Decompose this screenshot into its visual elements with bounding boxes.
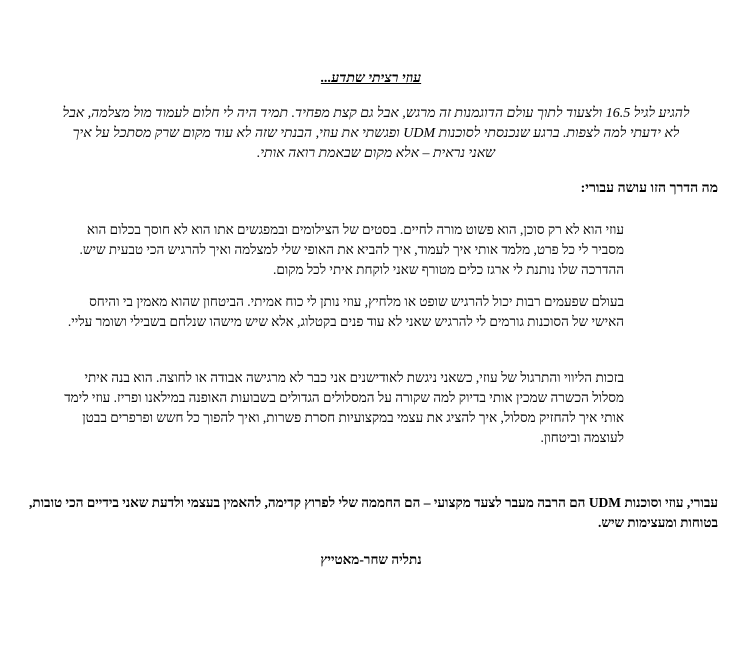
body-paragraph-1: עוזי הוא לא רק סוכן, הוא פשוט מורה לחיים. בסטים של הצילומים ובמפגשים אתו הוא לא חוסך בכלום הוא מסביר לי כל פרט, מלמד אותי איך לעמוד, איך להביא את האופי שלי למצלמה ואיך להרגיש הכי טבעית שיש. ההדרכה שלו נותנת לי ארגז כלים מטורף שאני לוקחת איתי לכל מקום. (79, 222, 624, 277)
closing-paragraph: עבורי, עוזי וסוכנות UDM הם הרבה מעבר לצעד מקצועי – הם החממה שלי לפרוץ קדימה, להאמין בעצמי ולדעת שאני בידיים הכי טובות, בטוחות ומעצימות שיש. (29, 495, 718, 530)
document-title: עוזי רציתי שתדע... (320, 71, 422, 86)
intro-paragraph: להגיע לגיל 16.5 ולצעוד לתוך עולם הדוגמנות זה מרגש, אבל גם קצת מפחיד. תמיד היה לי חלום לעמוד מול מצלמה, אבל לא ידעתי למה לצפות. ברגע שנכנסתי לסוכנות UDM ופגשתי את עוזי, הבנתי שזה לא עוד מקום שרק מסתכל על איך שאני נראית – אלא מקום שבאמת רואה אותי. (62, 106, 690, 161)
body-paragraph-2: בעולם שפעמים רבות יכול להרגיש שופט או מלחיץ, עוזי נותן לי כוח אמיתי. הביטחון שהוא מאמין בי והיחס האישי של הסוכנות גורמים לי להרגיש שאני לא עוד פנים בקטלוג, אלא שיש מישהו שנלחם בשבילי ושומר עליי. (67, 294, 624, 329)
body-paragraph-3: בזכות הליווי והתרגול של עוזי, כשאני ניגשת לאודישנים אני כבר לא מרגישה אבודה או לחוצה. הוא בנה איתי מסלול הכשרה שמכין אותי בדיוק למה שקורה על המסלולים הגדולים בשבועות האופנה במילאנו ופריז. עוזי לימד אותי איך להחזיק מסלול, איך להציג את עצמי במקצועיות חסרת פשרות, ואיך להפוך כל חשש ופרפרים בבטן לעוצמה וביטחון. (64, 370, 624, 445)
signature: נתליה שחר-מאטייץ (320, 552, 422, 567)
section-heading: מה הדרך הזו עושה עבורי: (580, 181, 718, 196)
